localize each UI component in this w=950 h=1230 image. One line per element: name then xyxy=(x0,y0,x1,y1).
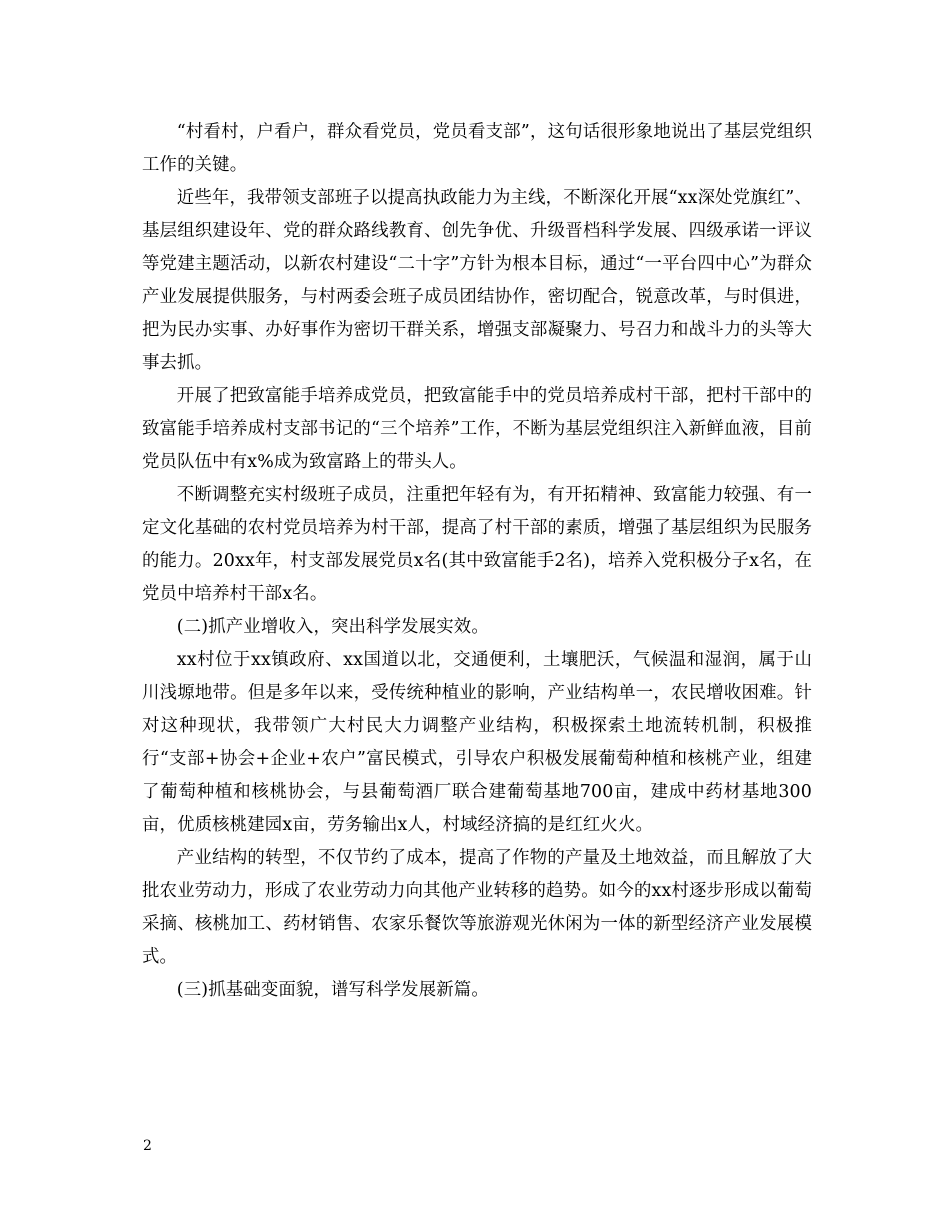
page-number: 2 xyxy=(143,1138,152,1154)
section-heading-2: (二)抓产业增收入，突出科学发展实效。 xyxy=(176,617,489,637)
paragraph-6: 产业结构的转型，不仅节约了成本，提高了作物的产量及土地效益，而且解放了大批农业劳动力，形成了农业劳动力向其他产业转移的趋势。如今的xx村逐步形成以葡萄采摘、核桃加工、药材销售、农家乐餐饮等旅游观光休闲为一体的新型经济产业发展模式。 xyxy=(142,848,812,967)
paragraph-4: 不断调整充实村级班子成员，注重把年轻有为，有开拓精神、致富能力较强、有一定文化基础的农村党员培养为村干部，提高了村干部的素质，增强了基层组织为民服务的能力。20xx年，村支部发展党员x名(其中致富能手2名)，培养入党积极分子x名，在党员中培养村干部x名。 xyxy=(142,485,812,604)
document-body xyxy=(142,116,812,1007)
paragraph-3: 开展了把致富能手培养成党员，把致富能手中的党员培养成村干部，把村干部中的致富能手培养成村支部书记的“三个培养”工作，不断为基层党组织注入新鲜血液，目前党员队伍中有x%成为致富路上的带头人。 xyxy=(142,386,812,472)
section-heading-3: (三)抓基础变面貌，谱写科学发展新篇。 xyxy=(176,980,489,1000)
paragraph-5: xx村位于xx镇政府、xx国道以北，交通便利，土壤肥沃，气候温和湿润，属于山川浅塬地带。但是多年以来，受传统种植业的影响，产业结构单一，农民增收困难。针对这种现状，我带领广大村民大力调整产业结构，积极探索土地流转机制，积极推行“支部+协会+企业+农户”富民模式，引导农户积极发展葡萄种植和核桃产业，组建了葡萄种植和核桃协会，与县葡萄酒厂联合建葡萄基地700亩，建成中药材基地300亩，优质核桃建园x亩，劳务输出x人，村域经济搞的是红红火火。 xyxy=(142,650,812,835)
paragraph-2: 近些年，我带领支部班子以提高执政能力为主线，不断深化开展“xx深处党旗红”、基层组织建设年、党的群众路线教育、创先争优、升级晋档科学发展、四级承诺一评议等党建主题活动，以新农村建设“二十字”方针为根本目标，通过“一平台四中心”为群众产业发展提供服务，与村两委会班子成员团结协作，密切配合，锐意改革，与时俱进，把为民办实事、办好事作为密切干群关系，增强支部凝聚力、号召力和战斗力的头等大事去抓。 xyxy=(142,188,812,373)
paragraph-1: “村看村，户看户，群众看党员，党员看支部”，这句话很形象地说出了基层党组织工作的关键。 xyxy=(142,122,812,175)
